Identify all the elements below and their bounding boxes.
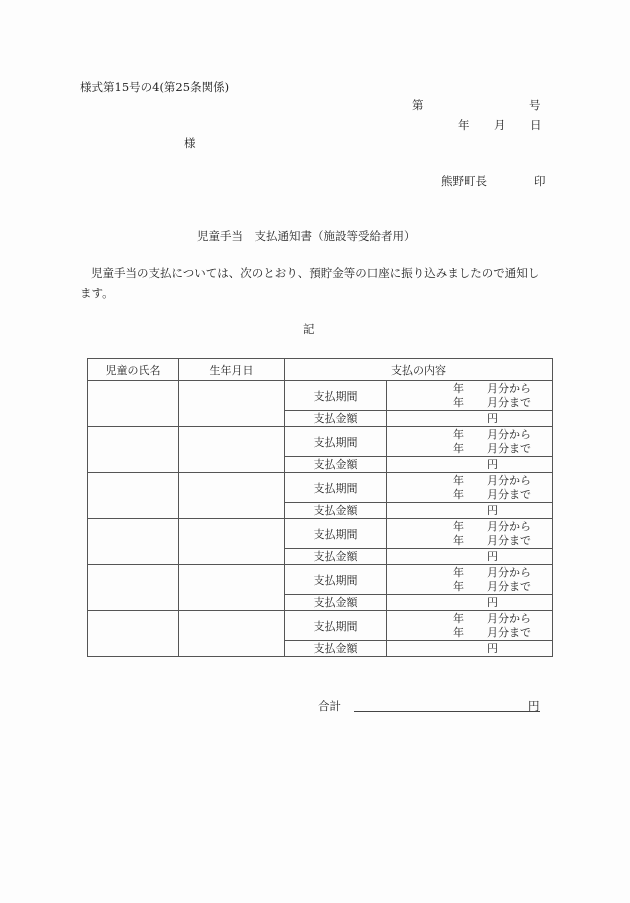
year-to-label: 年 [453, 442, 464, 455]
month-from-label: 月分から [487, 566, 531, 579]
year-to-label: 年 [453, 488, 464, 501]
yen-unit: 円 [487, 412, 498, 425]
month-to-label: 月分まで [487, 488, 531, 501]
payment-amount-label: 支払金額 [285, 595, 387, 611]
birthdate-cell[interactable] [179, 427, 285, 473]
child-name-cell[interactable] [88, 565, 179, 611]
ki-heading: 記 [303, 322, 315, 336]
payment-amount-label: 支払金額 [285, 549, 387, 565]
payment-period-cell[interactable] [387, 473, 553, 503]
document-title: 児童手当 支払通知書（施設等受給者用） [197, 229, 416, 243]
payment-amount-label: 支払金額 [285, 503, 387, 519]
payment-period-cell[interactable] [387, 611, 553, 641]
year-to-label: 年 [453, 626, 464, 639]
payment-amount-cell[interactable] [387, 641, 553, 657]
payment-amount-label: 支払金額 [285, 411, 387, 427]
payment-amount-cell[interactable] [387, 457, 553, 473]
table-row [88, 565, 553, 595]
form-number: 様式第15号の4(第25条関係) [80, 80, 230, 94]
payment-period-cell[interactable] [387, 519, 553, 549]
date-month: 月 [494, 118, 506, 132]
yen-unit: 円 [487, 550, 498, 563]
date-day: 日 [530, 118, 542, 132]
table-header-row [88, 359, 553, 381]
payment-amount-cell[interactable] [387, 549, 553, 565]
payment-amount-cell[interactable] [387, 595, 553, 611]
year-to-label: 年 [453, 580, 464, 593]
payment-period-label: 支払期間 [285, 427, 387, 457]
table-row [88, 473, 553, 503]
month-to-label: 月分まで [487, 626, 531, 639]
date-year: 年 [458, 118, 470, 132]
payment-period-label: 支払期間 [285, 519, 387, 549]
payment-amount-cell[interactable] [387, 411, 553, 427]
table-row [88, 519, 553, 549]
child-name-cell[interactable] [88, 473, 179, 519]
payment-amount-label: 支払金額 [285, 457, 387, 473]
birthdate-cell[interactable] [179, 473, 285, 519]
total-label: 合計 [318, 699, 341, 713]
addressee-suffix: 様 [184, 136, 196, 150]
year-from-label: 年 [453, 428, 464, 441]
child-name-cell[interactable] [88, 427, 179, 473]
yen-unit: 円 [487, 596, 498, 609]
birthdate-cell[interactable] [179, 381, 285, 427]
payment-amount-label: 支払金額 [285, 641, 387, 657]
yen-unit: 円 [487, 642, 498, 655]
table-row [88, 611, 553, 641]
year-from-label: 年 [453, 382, 464, 395]
month-from-label: 月分から [487, 520, 531, 533]
birthdate-cell[interactable] [179, 519, 285, 565]
year-to-label: 年 [453, 534, 464, 547]
total-amount-field[interactable] [354, 711, 540, 712]
table-row [88, 381, 553, 411]
year-from-label: 年 [453, 612, 464, 625]
payment-period-label: 支払期間 [285, 381, 387, 411]
month-from-label: 月分から [487, 612, 531, 625]
month-to-label: 月分まで [487, 396, 531, 409]
child-name-cell[interactable] [88, 519, 179, 565]
payment-period-label: 支払期間 [285, 565, 387, 595]
birthdate-cell[interactable] [179, 565, 285, 611]
issuer: 熊野町長 [441, 174, 487, 188]
payment-amount-cell[interactable] [387, 503, 553, 519]
month-from-label: 月分から [487, 428, 531, 441]
yen-unit: 円 [487, 458, 498, 471]
doc-number-prefix: 第 [412, 98, 424, 112]
payment-period-cell[interactable] [387, 381, 553, 411]
body-text-line2: ます。 [80, 286, 114, 300]
header-birthdate: 生年月日 [179, 359, 285, 381]
payment-period-cell[interactable] [387, 427, 553, 457]
year-from-label: 年 [453, 474, 464, 487]
header-child-name: 児童の氏名 [88, 359, 179, 381]
yen-unit: 円 [487, 504, 498, 517]
total-unit: 円 [528, 699, 540, 713]
month-to-label: 月分まで [487, 442, 531, 455]
payment-period-label: 支払期間 [285, 611, 387, 641]
doc-number-suffix: 号 [529, 98, 541, 112]
payment-period-label: 支払期間 [285, 473, 387, 503]
year-from-label: 年 [453, 566, 464, 579]
header-payment-details: 支払の内容 [285, 359, 553, 381]
payment-period-cell[interactable] [387, 565, 553, 595]
body-text-line1: 児童手当の支払については、次のとおり、預貯金等の口座に振り込みましたので通知し [91, 266, 540, 280]
payment-table [87, 358, 553, 657]
child-name-cell[interactable] [88, 611, 179, 657]
seal-mark: 印 [534, 174, 546, 188]
table-row [88, 427, 553, 457]
year-to-label: 年 [453, 396, 464, 409]
month-from-label: 月分から [487, 474, 531, 487]
month-to-label: 月分まで [487, 580, 531, 593]
year-from-label: 年 [453, 520, 464, 533]
birthdate-cell[interactable] [179, 611, 285, 657]
child-name-cell[interactable] [88, 381, 179, 427]
month-from-label: 月分から [487, 382, 531, 395]
month-to-label: 月分まで [487, 534, 531, 547]
